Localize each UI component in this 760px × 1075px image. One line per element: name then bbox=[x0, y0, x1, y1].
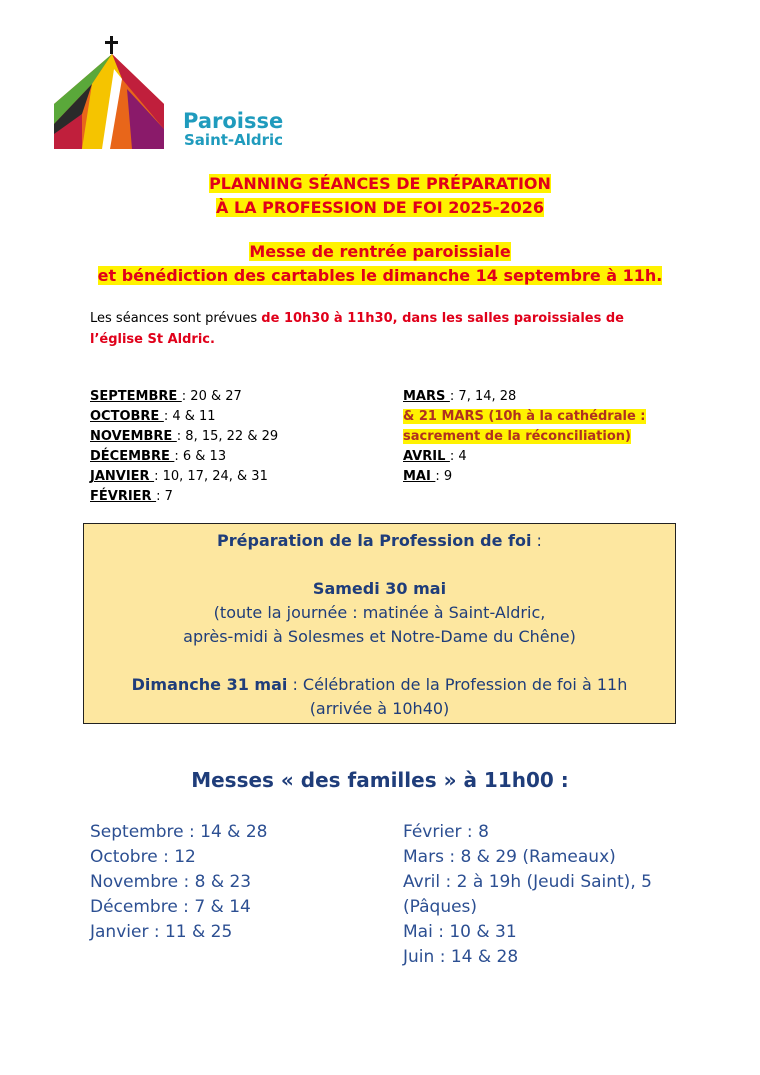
month-label: OCTOBRE bbox=[90, 409, 164, 424]
page-title bbox=[0, 172, 760, 220]
saturday-line-1: (toute la journée : matinée à Saint-Aldric, bbox=[213, 603, 546, 622]
intro-plain: Les séances sont prévues bbox=[90, 311, 262, 326]
month-dates: : 6 & 13 bbox=[174, 449, 227, 464]
month-label: JANVIER bbox=[90, 469, 155, 484]
family-mass-item: Janvier : 11 & 25 bbox=[90, 922, 233, 942]
session-month-row bbox=[90, 467, 390, 487]
month-dates: : 4 & 11 bbox=[163, 409, 216, 424]
family-mass-item: Juin : 14 & 28 bbox=[403, 947, 519, 967]
session-month-row bbox=[403, 467, 663, 487]
family-mass-item: Décembre : 7 & 14 bbox=[90, 897, 251, 917]
month-dates: : 4 bbox=[449, 449, 467, 464]
month-label: DÉCEMBRE bbox=[90, 449, 175, 464]
sunday-line-2: (arrivée à 10h40) bbox=[309, 699, 450, 718]
box-heading-suffix: : bbox=[531, 531, 542, 550]
month-label: AVRIL bbox=[403, 449, 450, 464]
family-mass-item: Octobre : 12 bbox=[90, 847, 196, 867]
month-dates: : 8, 15, 22 & 29 bbox=[176, 429, 279, 444]
session-month-row bbox=[403, 447, 663, 467]
mass-line-2: et bénédiction des cartables le dimanche 14 septembre à 11h. bbox=[97, 266, 663, 285]
session-month-row bbox=[90, 427, 390, 447]
sunday-date: Dimanche 31 mai bbox=[131, 675, 288, 694]
special-session-line-1 bbox=[403, 407, 663, 427]
month-dates: : 10, 17, 24, & 31 bbox=[154, 469, 268, 484]
month-label: SEPTEMBRE bbox=[90, 389, 182, 404]
profession-de-foi-box bbox=[83, 523, 676, 724]
month-dates: : 20 & 27 bbox=[181, 389, 242, 404]
month-label: MARS bbox=[403, 389, 450, 404]
sessions-list-left bbox=[90, 387, 390, 507]
session-intro bbox=[90, 308, 680, 350]
family-mass-item: Septembre : 14 & 28 bbox=[90, 822, 268, 842]
title-line-1: PLANNING SÉANCES DE PRÉPARATION bbox=[209, 174, 551, 193]
logo-line-2: Saint-Aldric bbox=[184, 131, 284, 149]
family-masses-title: Messes « des familles » à 11h00 : bbox=[191, 768, 569, 792]
family-mass-item: Mars : 8 & 29 (Rameaux) bbox=[403, 847, 616, 867]
month-label: FÉVRIER bbox=[90, 489, 157, 504]
family-mass-item: Février : 8 bbox=[403, 822, 489, 842]
saturday-heading bbox=[84, 577, 675, 601]
family-mass-item: Novembre : 8 & 23 bbox=[90, 872, 252, 892]
family-mass-item: Avril : 2 à 19h (Jeudi Saint), 5 bbox=[403, 872, 652, 892]
family-masses-left bbox=[90, 820, 390, 945]
mass-line-1: Messe de rentrée paroissiale bbox=[249, 242, 511, 261]
sessions-list-right bbox=[403, 387, 663, 487]
session-month-row bbox=[90, 387, 390, 407]
sunday-line bbox=[84, 673, 675, 697]
title-line-2: À LA PROFESSION DE FOI 2025-2026 bbox=[216, 198, 544, 217]
sunday-text: : Célébration de la Profession de foi à 11h bbox=[287, 675, 628, 694]
family-mass-item: Mai : 10 & 31 bbox=[403, 922, 517, 942]
special-session-text: sacrement de la réconciliation) bbox=[403, 429, 631, 444]
intro-bold: de 10h30 à 11h30, dans les salles paroissiales de l’église St Aldric. bbox=[90, 311, 624, 347]
month-label: MAI bbox=[403, 469, 436, 484]
mass-announcement bbox=[0, 240, 760, 288]
parish-name bbox=[183, 110, 283, 148]
special-session-line-2 bbox=[403, 427, 663, 447]
month-dates: : 7, 14, 28 bbox=[449, 389, 517, 404]
box-heading bbox=[84, 529, 675, 553]
logo-line-1: Paroisse bbox=[183, 109, 284, 133]
month-dates: : 7 bbox=[156, 489, 173, 504]
session-month-row bbox=[90, 487, 390, 507]
family-mass-item: (Pâques) bbox=[403, 897, 478, 917]
session-month-row bbox=[90, 407, 390, 427]
month-dates: : 9 bbox=[435, 469, 453, 484]
family-masses-right bbox=[403, 820, 673, 970]
saturday-date: Samedi 30 mai bbox=[312, 579, 447, 598]
session-month-row bbox=[90, 447, 390, 467]
special-session-text: & 21 MARS (10h à la cathédrale : bbox=[403, 409, 646, 424]
box-heading-text: Préparation de la Profession de foi bbox=[217, 531, 532, 550]
month-label: NOVEMBRE bbox=[90, 429, 177, 444]
saturday-line-2: après-midi à Solesmes et Notre-Dame du Chêne) bbox=[183, 627, 576, 646]
session-month-row bbox=[403, 387, 663, 407]
